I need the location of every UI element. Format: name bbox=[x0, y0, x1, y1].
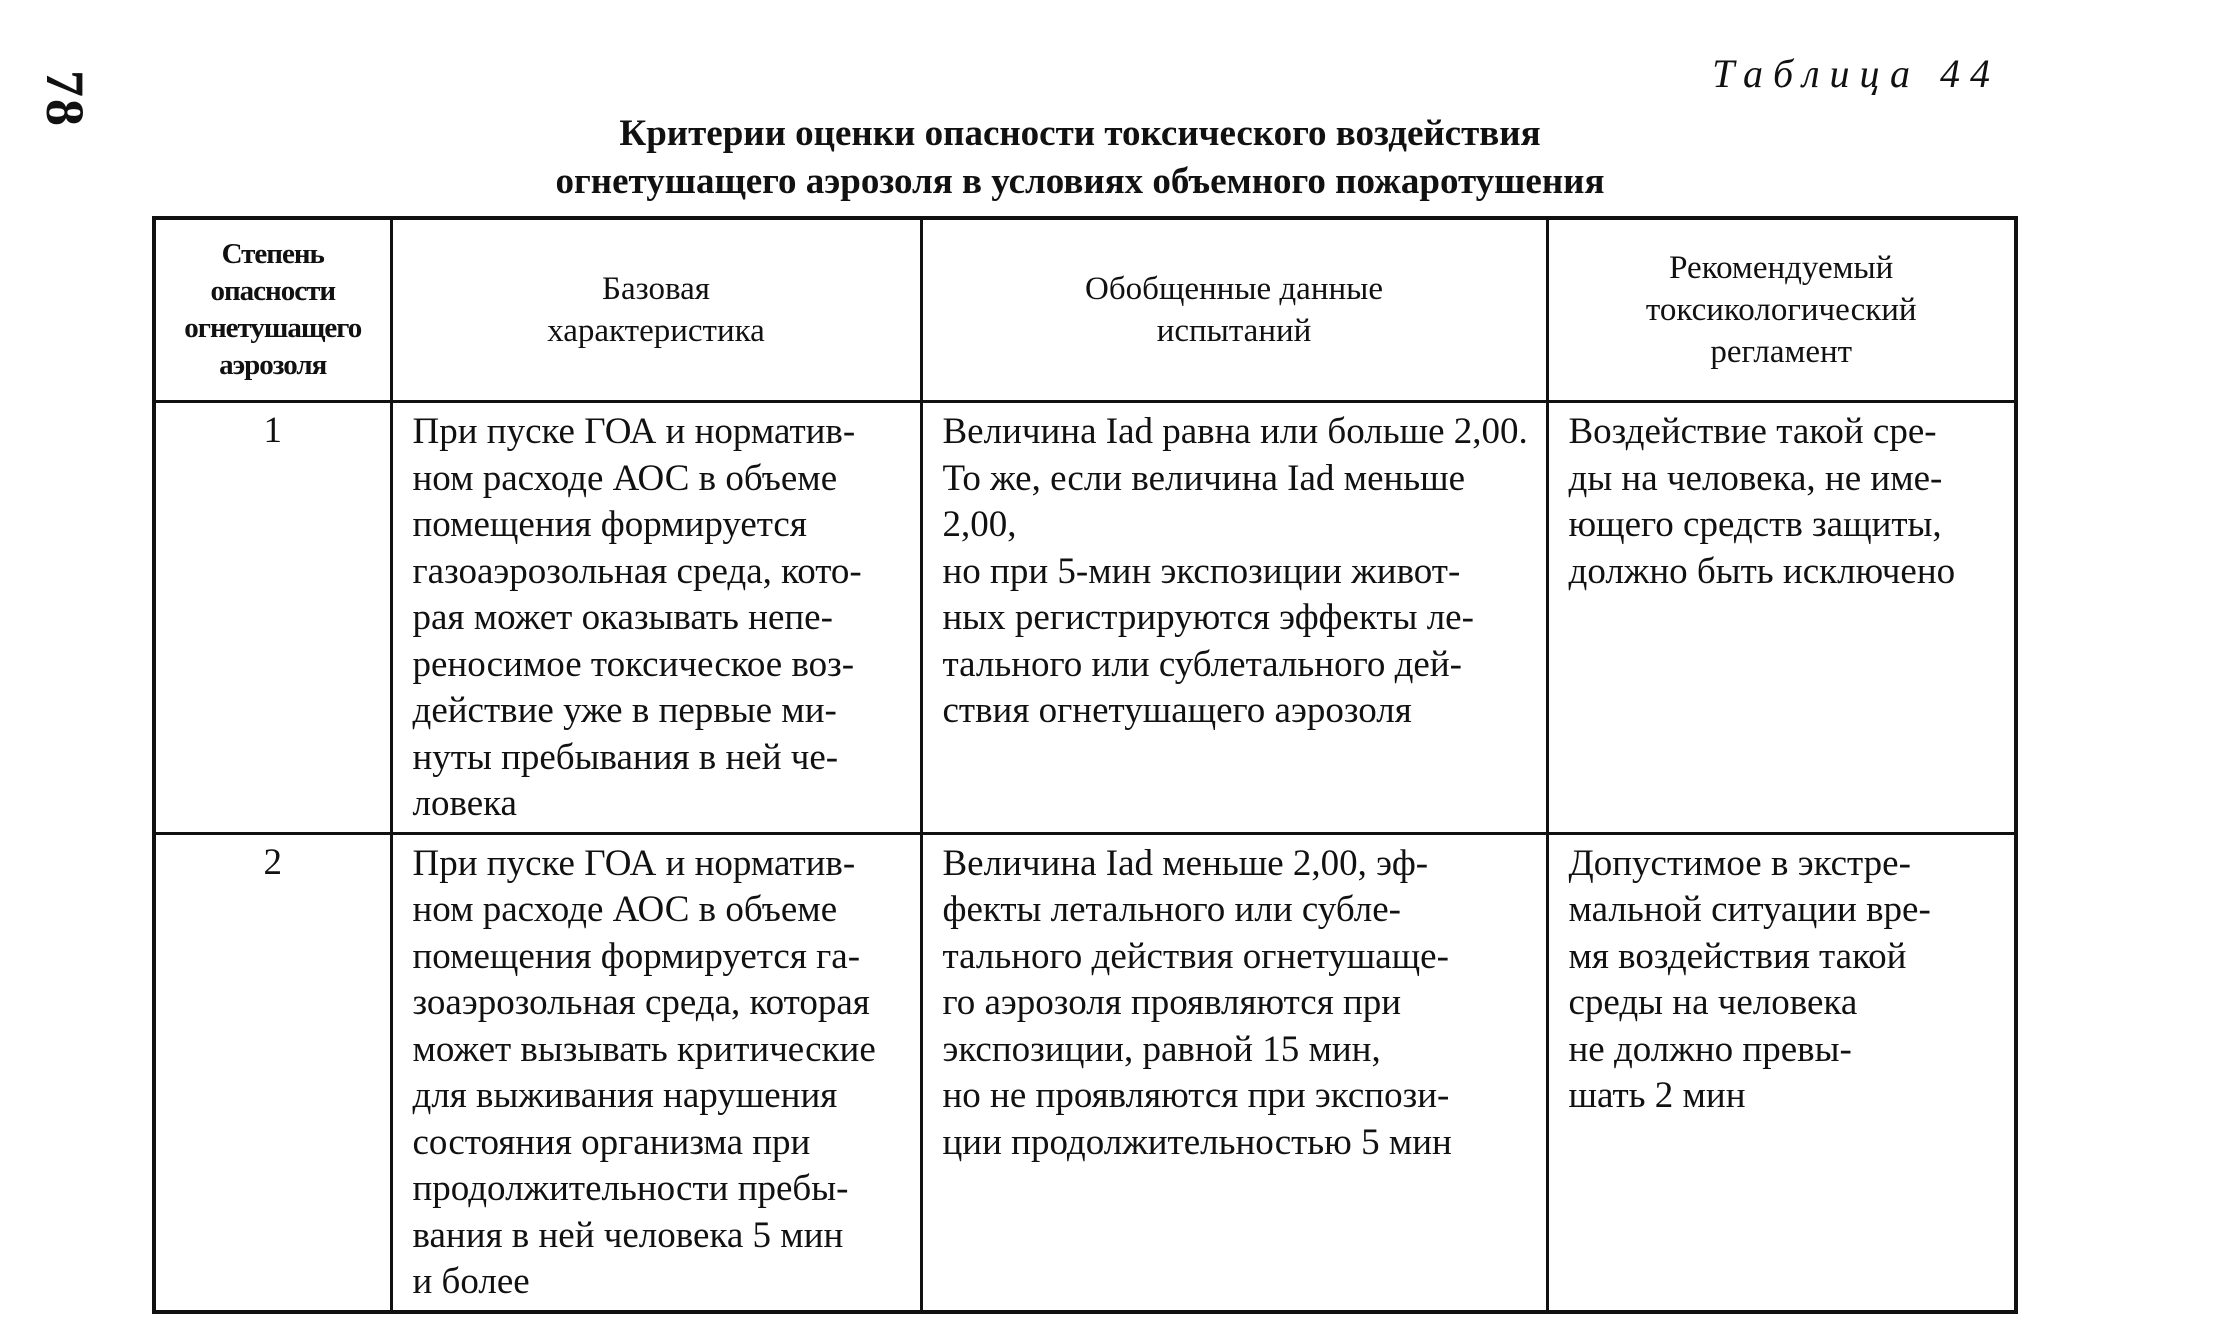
table-label: Таблица 44 bbox=[1712, 51, 2000, 96]
cell-regulation bbox=[1547, 833, 2016, 1312]
tests-text: Величина Iad меньше 2,00, эф- фекты летального или субле- тального действия огнетушаще- го аэрозоля проявляются при экспозиции, равной 15 мин, но не проявляются при экспози- ции продолжительностью 5 мин bbox=[942, 842, 1452, 1163]
cell-base bbox=[391, 402, 921, 834]
table-title-line-2: огнетушащего аэрозоля в условиях объемного пожаротушения bbox=[555, 161, 1605, 202]
base-text: При пуске ГОА и норматив- ном расходе АОС в объеме помещения формируется газоаэрозольная среда, кото- рая может оказывать непе- реносимое токсическое воз- действие уже в первые ми- нуты пребывания в ней че- ловека bbox=[412, 411, 862, 824]
header-degree-text: Степень опасности огнетушащего аэрозоля bbox=[184, 238, 362, 381]
cell-degree bbox=[154, 833, 391, 1312]
header-regulation-text: Рекомендуемый токсикологический регламент bbox=[1645, 250, 1917, 370]
header-base bbox=[391, 218, 921, 402]
regulation-text: Воздействие такой сре- ды на человека, не име- ющего средств защиты, должно быть исключено bbox=[1568, 411, 1956, 592]
header-regulation bbox=[1547, 218, 2016, 402]
cell-degree bbox=[154, 402, 391, 834]
table-row bbox=[154, 833, 2016, 1312]
header-base-text: Базовая характеристика bbox=[547, 271, 765, 349]
cell-tests bbox=[921, 402, 1547, 834]
page-number: 78 bbox=[35, 70, 95, 128]
header-tests-text: Обобщенные данные испытаний bbox=[1085, 271, 1383, 349]
tests-text: Величина Iad равна или больше 2,00. То же, если величина Iad меньше 2,00, но при 5-мин экспозиции живот- ных регистрируются эффекты ле- тального или сублетального дей- ствия огнетушащего аэрозоля bbox=[942, 411, 1528, 731]
header-tests bbox=[921, 218, 1547, 402]
table-header-row bbox=[154, 218, 2016, 402]
base-text: При пуске ГОА и норматив- ном расходе АОС в объеме помещения формируется га- зоаэрозольная среда, которая может вызывать критические для выживания нарушения состояния организма при продолжительности пребы- вания в ней человека 5 мин и более bbox=[412, 842, 876, 1302]
criteria-table bbox=[152, 216, 2018, 1314]
table-row bbox=[154, 402, 2016, 834]
table-title-line-1: Критерии оценки опасности токсического воздействия bbox=[619, 113, 1541, 154]
cell-base bbox=[391, 833, 921, 1312]
regulation-text: Допустимое в экстре- мальной ситуации вре- мя воздействия такой среды на человека не должно превы- шать 2 мин bbox=[1568, 842, 1931, 1116]
degree-value: 2 bbox=[263, 841, 282, 883]
degree-value: 1 bbox=[263, 410, 282, 451]
table-title bbox=[150, 110, 2010, 206]
cell-tests bbox=[921, 833, 1547, 1312]
cell-regulation bbox=[1547, 402, 2016, 834]
header-degree bbox=[154, 218, 391, 402]
